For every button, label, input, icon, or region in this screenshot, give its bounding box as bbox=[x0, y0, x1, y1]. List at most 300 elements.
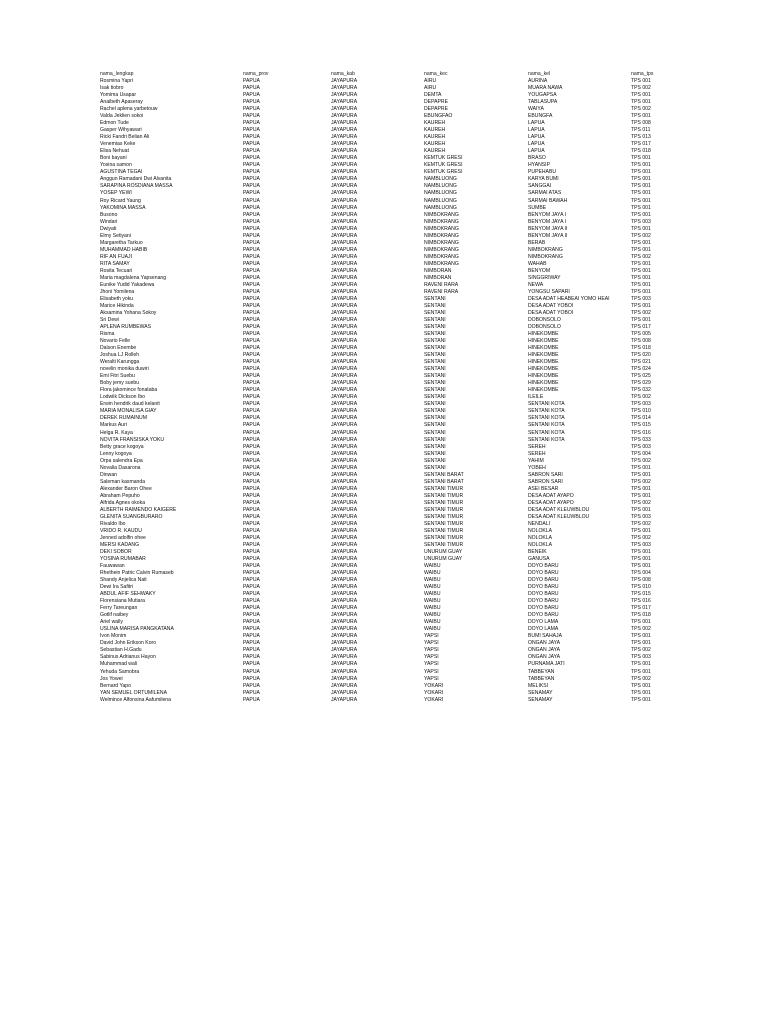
cell-nama-tps: TPS 002 bbox=[631, 520, 651, 527]
cell-nama-kab: JAYAPURA bbox=[331, 450, 358, 457]
cell-nama-kab: JAYAPURA bbox=[331, 605, 358, 612]
cell-nama-kec: WAIBU bbox=[424, 605, 441, 612]
cell-nama-prov: PAPUA bbox=[243, 338, 260, 345]
table-row bbox=[0, 345, 768, 352]
cell-nama-kab: JAYAPURA bbox=[331, 612, 358, 619]
cell-nama-tps: TPS 015 bbox=[631, 591, 651, 598]
cell-nama-kec: EBUNGFAO bbox=[424, 113, 453, 120]
cell-nama-kab: JAYAPURA bbox=[331, 113, 358, 120]
cell-nama-kec: SENTANI bbox=[424, 429, 446, 436]
table-row bbox=[0, 219, 768, 226]
cell-nama-kec: UNURUM GUAY bbox=[424, 549, 463, 555]
cell-nama-lengkap: Yosina samon bbox=[100, 162, 132, 169]
cell-nama-kel: DOYO LAMA bbox=[528, 619, 559, 626]
cell-nama-lengkap: MARIA MONALISA GIAY bbox=[100, 408, 157, 415]
cell-nama-prov: PAPUA bbox=[243, 309, 260, 316]
cell-nama-kab: JAYAPURA bbox=[331, 556, 358, 563]
table-row bbox=[0, 268, 768, 275]
cell-nama-tps: TPS 004 bbox=[631, 450, 651, 457]
cell-nama-kec: SENTANI bbox=[424, 443, 446, 450]
cell-nama-prov: PAPUA bbox=[243, 534, 260, 541]
cell-nama-prov: PAPUA bbox=[243, 485, 260, 492]
cell-nama-kec: WAIBU bbox=[424, 619, 441, 626]
cell-nama-tps: TPS 032 bbox=[631, 387, 651, 394]
cell-nama-prov: PAPUA bbox=[243, 675, 260, 682]
cell-nama-prov: PAPUA bbox=[243, 401, 260, 408]
table-row bbox=[0, 654, 768, 661]
cell-nama-tps: TPS 001 bbox=[631, 668, 651, 675]
cell-nama-kab: JAYAPURA bbox=[331, 155, 358, 162]
cell-nama-kec: SENTANI bbox=[424, 387, 446, 394]
cell-nama-kel: DESA ADAT HEABEAI YOMO HEAI bbox=[528, 295, 610, 302]
cell-nama-kel: BRASO bbox=[528, 155, 546, 162]
cell-nama-kel: HINEKOMBE bbox=[528, 387, 559, 394]
cell-nama-kel: NEWA bbox=[528, 281, 544, 288]
cell-nama-tps: TPS 021 bbox=[631, 359, 651, 366]
cell-nama-lengkap: Eunike Yudid Yakadewa bbox=[100, 281, 155, 288]
cell-nama-kec: SENTANI TIMUR bbox=[424, 541, 464, 548]
cell-nama-tps: TPS 001 bbox=[631, 260, 651, 267]
cell-nama-kab: JAYAPURA bbox=[331, 633, 358, 640]
cell-nama-tps: TPS 001 bbox=[631, 288, 651, 295]
cell-nama-tps: TPS 001 bbox=[631, 267, 651, 274]
table-row bbox=[0, 626, 768, 633]
cell-nama-lengkap: Gotlif naibey bbox=[100, 612, 129, 619]
cell-nama-lengkap: Dinwan bbox=[100, 471, 117, 478]
cell-nama-prov: PAPUA bbox=[243, 520, 260, 527]
cell-nama-kel: KARYA BUMI bbox=[528, 176, 559, 183]
table-row bbox=[0, 577, 768, 584]
cell-nama-lengkap: Abraham Pepuho bbox=[100, 492, 140, 499]
cell-nama-tps: TPS 018 bbox=[631, 345, 651, 352]
cell-nama-lengkap: RITA SAMAY bbox=[100, 260, 130, 267]
cell-nama-lengkap: Ricki Fandri Belian Ali bbox=[100, 134, 150, 141]
cell-nama-prov: PAPUA bbox=[243, 106, 260, 113]
cell-nama-tps: TPS 020 bbox=[631, 352, 651, 359]
cell-nama-kab: JAYAPURA bbox=[331, 148, 358, 155]
table-row bbox=[0, 542, 768, 549]
table-row bbox=[0, 401, 768, 408]
table-row bbox=[0, 296, 768, 303]
table-row bbox=[0, 619, 768, 626]
table-row bbox=[0, 422, 768, 429]
cell-nama-prov: PAPUA bbox=[243, 661, 260, 668]
cell-nama-tps: TPS 001 bbox=[631, 162, 651, 169]
cell-nama-prov: PAPUA bbox=[243, 584, 260, 591]
cell-nama-kab: JAYAPURA bbox=[331, 647, 358, 654]
cell-nama-kel: HINEKOMBE bbox=[528, 338, 559, 345]
cell-nama-kel: BENYOM JAYA II bbox=[528, 225, 568, 232]
cell-nama-kab: JAYAPURA bbox=[331, 190, 358, 197]
cell-nama-tps: TPS 015 bbox=[631, 422, 651, 429]
cell-nama-tps: TPS 002 bbox=[631, 675, 651, 682]
cell-nama-kab: JAYAPURA bbox=[331, 183, 358, 190]
cell-nama-lengkap: Yomima Usapar bbox=[100, 92, 137, 99]
cell-nama-prov: PAPUA bbox=[243, 359, 260, 366]
cell-nama-kel: BERAB bbox=[528, 239, 546, 246]
cell-nama-kec: NAMBLUONG bbox=[424, 183, 457, 190]
cell-nama-tps: TPS 001 bbox=[631, 492, 651, 499]
table-row bbox=[0, 458, 768, 465]
cell-nama-prov: PAPUA bbox=[243, 689, 260, 696]
cell-nama-tps: TPS 002 bbox=[631, 457, 651, 464]
cell-nama-kec: SENTANI bbox=[424, 366, 446, 373]
table-row bbox=[0, 106, 768, 113]
cell-nama-kab: JAYAPURA bbox=[331, 408, 358, 415]
cell-nama-kec: KAUREH bbox=[424, 141, 446, 148]
table-row bbox=[0, 528, 768, 535]
cell-nama-kab: JAYAPURA bbox=[331, 106, 358, 113]
cell-nama-lengkap: Elmy Setiyani bbox=[100, 232, 131, 239]
cell-nama-kec: NIMBORAN bbox=[424, 274, 452, 281]
cell-nama-tps: TPS 003 bbox=[631, 218, 651, 225]
cell-nama-kab: JAYAPURA bbox=[331, 78, 358, 84]
cell-nama-kel: SANGGAI bbox=[528, 183, 552, 190]
table-row bbox=[0, 373, 768, 380]
cell-nama-kec: NAMBLUONG bbox=[424, 204, 457, 211]
cell-nama-lengkap: Aksamina Yohana Sokoy bbox=[100, 309, 157, 316]
table-row bbox=[0, 303, 768, 310]
table-row bbox=[0, 465, 768, 472]
cell-nama-kab: JAYAPURA bbox=[331, 302, 358, 309]
cell-nama-kel: DOYO BARU bbox=[528, 570, 559, 577]
cell-nama-tps: TPS 017 bbox=[631, 324, 651, 331]
table-row bbox=[0, 408, 768, 415]
column-header-nama-prov: nama_prov bbox=[243, 71, 269, 77]
cell-nama-lengkap: Saleman kasmanda bbox=[100, 478, 146, 485]
cell-nama-kel: LAPUA bbox=[528, 127, 545, 134]
cell-nama-prov: PAPUA bbox=[243, 450, 260, 457]
cell-nama-kab: JAYAPURA bbox=[331, 499, 358, 506]
cell-nama-lengkap: Dewi Ira Safitri bbox=[100, 584, 134, 591]
cell-nama-kab: JAYAPURA bbox=[331, 127, 358, 134]
cell-nama-tps: TPS 002 bbox=[631, 106, 651, 113]
cell-nama-tps: TPS 008 bbox=[631, 577, 651, 584]
cell-nama-prov: PAPUA bbox=[243, 429, 260, 436]
cell-nama-prov: PAPUA bbox=[243, 148, 260, 155]
cell-nama-tps: TPS 001 bbox=[631, 549, 651, 555]
cell-nama-kec: SENTANI bbox=[424, 352, 446, 359]
cell-nama-lengkap: Shandy Anjelica Nait bbox=[100, 577, 147, 584]
cell-nama-kec: DEMTA bbox=[424, 92, 442, 99]
cell-nama-lengkap: YAN SEMUEL ORTUMILENA bbox=[100, 689, 167, 696]
table-row bbox=[0, 247, 768, 254]
cell-nama-kab: JAYAPURA bbox=[331, 541, 358, 548]
cell-nama-tps: TPS 017 bbox=[631, 605, 651, 612]
cell-nama-prov: PAPUA bbox=[243, 682, 260, 689]
cell-nama-kab: JAYAPURA bbox=[331, 394, 358, 401]
cell-nama-prov: PAPUA bbox=[243, 331, 260, 338]
cell-nama-prov: PAPUA bbox=[243, 218, 260, 225]
cell-nama-prov: PAPUA bbox=[243, 190, 260, 197]
cell-nama-prov: PAPUA bbox=[243, 78, 260, 84]
cell-nama-kec: SENTANI TIMUR bbox=[424, 527, 464, 534]
cell-nama-kab: JAYAPURA bbox=[331, 549, 358, 555]
cell-nama-kel: ASEI BESAR bbox=[528, 485, 559, 492]
cell-nama-kab: JAYAPURA bbox=[331, 626, 358, 633]
cell-nama-tps: TPS 002 bbox=[631, 478, 651, 485]
cell-nama-lengkap: Margaretha Tarkuo bbox=[100, 239, 143, 246]
cell-nama-kab: JAYAPURA bbox=[331, 85, 358, 92]
cell-nama-kel: NOLOKLA bbox=[528, 527, 553, 534]
cell-nama-kel: SEREH bbox=[528, 443, 546, 450]
cell-nama-tps: TPS 025 bbox=[631, 373, 651, 380]
cell-nama-tps: TPS 001 bbox=[631, 225, 651, 232]
table-row bbox=[0, 584, 768, 591]
cell-nama-kec: YOKARI bbox=[424, 689, 444, 696]
table-row bbox=[0, 640, 768, 647]
header-row bbox=[0, 71, 768, 78]
cell-nama-kec: SENTANI bbox=[424, 295, 446, 302]
cell-nama-prov: PAPUA bbox=[243, 443, 260, 450]
cell-nama-kel: SENTANI KOTA bbox=[528, 401, 565, 408]
cell-nama-lengkap: SARAPINA ROSDIANA MASSA bbox=[100, 183, 173, 190]
cell-nama-kel: NIMBOKRANG bbox=[528, 253, 563, 260]
table-row bbox=[0, 162, 768, 169]
table-row bbox=[0, 275, 768, 282]
cell-nama-kab: JAYAPURA bbox=[331, 457, 358, 464]
cell-nama-tps: TPS 001 bbox=[631, 246, 651, 253]
cell-nama-kel: AURINA bbox=[528, 78, 548, 84]
cell-nama-tps: TPS 004 bbox=[631, 570, 651, 577]
table-row bbox=[0, 310, 768, 317]
cell-nama-prov: PAPUA bbox=[243, 302, 260, 309]
cell-nama-kec: YAPSI bbox=[424, 647, 439, 654]
cell-nama-tps: TPS 003 bbox=[631, 401, 651, 408]
cell-nama-kel: DOYO BARU bbox=[528, 584, 559, 591]
cell-nama-kab: JAYAPURA bbox=[331, 309, 358, 316]
cell-nama-kel: DOYO BARU bbox=[528, 591, 559, 598]
cell-nama-kab: JAYAPURA bbox=[331, 534, 358, 541]
cell-nama-tps: TPS 018 bbox=[631, 612, 651, 619]
cell-nama-prov: PAPUA bbox=[243, 253, 260, 260]
cell-nama-kel: SINGGRIWAY bbox=[528, 274, 561, 281]
cell-nama-lengkap: Elisabeth yoku bbox=[100, 295, 134, 302]
cell-nama-lengkap: Dwiyati bbox=[100, 225, 117, 232]
cell-nama-prov: PAPUA bbox=[243, 633, 260, 640]
table-row bbox=[0, 226, 768, 233]
cell-nama-kel: BENYOM JAYA I bbox=[528, 218, 567, 225]
cell-nama-prov: PAPUA bbox=[243, 499, 260, 506]
cell-nama-kel: ONGAN JAYA bbox=[528, 647, 561, 654]
cell-nama-tps: TPS 001 bbox=[631, 281, 651, 288]
cell-nama-lengkap: Anaibeth Apaseray bbox=[100, 99, 143, 106]
cell-nama-kab: JAYAPURA bbox=[331, 527, 358, 534]
cell-nama-prov: PAPUA bbox=[243, 612, 260, 619]
cell-nama-lengkap: ALBERTH RAIMENDO KAIGERE bbox=[100, 506, 177, 513]
cell-nama-kel: SENAMAY bbox=[528, 689, 553, 696]
cell-nama-lengkap: Jos Yowei bbox=[100, 675, 123, 682]
cell-nama-kel: BUMI SAHAJA bbox=[528, 633, 562, 640]
cell-nama-prov: PAPUA bbox=[243, 619, 260, 626]
cell-nama-kec: NIMBOKRANG bbox=[424, 260, 459, 267]
cell-nama-kab: JAYAPURA bbox=[331, 689, 358, 696]
table-row bbox=[0, 387, 768, 394]
cell-nama-kel: DOYO BARU bbox=[528, 563, 559, 570]
cell-nama-kec: NAMBLUONG bbox=[424, 176, 457, 183]
cell-nama-tps: TPS 001 bbox=[631, 563, 651, 570]
cell-nama-kab: JAYAPURA bbox=[331, 134, 358, 141]
cell-nama-prov: PAPUA bbox=[243, 134, 260, 141]
table-row bbox=[0, 647, 768, 654]
cell-nama-prov: PAPUA bbox=[243, 527, 260, 534]
cell-nama-kab: JAYAPURA bbox=[331, 570, 358, 577]
cell-nama-tps: TPS 001 bbox=[631, 640, 651, 647]
cell-nama-kec: NIMBOKRANG bbox=[424, 239, 459, 246]
cell-nama-kab: JAYAPURA bbox=[331, 253, 358, 260]
cell-nama-kec: YAPSI bbox=[424, 640, 439, 647]
cell-nama-kab: JAYAPURA bbox=[331, 352, 358, 359]
cell-nama-prov: PAPUA bbox=[243, 457, 260, 464]
cell-nama-lengkap: Venemias Keke bbox=[100, 141, 136, 148]
cell-nama-tps: TPS 001 bbox=[631, 113, 651, 120]
cell-nama-kel: BENYOM JAYA I bbox=[528, 211, 567, 218]
table-row bbox=[0, 633, 768, 640]
cell-nama-tps: TPS 001 bbox=[631, 197, 651, 204]
table-row bbox=[0, 605, 768, 612]
cell-nama-prov: PAPUA bbox=[243, 345, 260, 352]
table-row bbox=[0, 240, 768, 247]
table-row bbox=[0, 472, 768, 479]
cell-nama-kel: NIMBOKRANG bbox=[528, 246, 563, 253]
table-row bbox=[0, 549, 768, 556]
cell-nama-kel: ILEILE bbox=[528, 394, 544, 401]
cell-nama-tps: TPS 002 bbox=[631, 85, 651, 92]
cell-nama-tps: TPS 001 bbox=[631, 471, 651, 478]
cell-nama-kab: JAYAPURA bbox=[331, 359, 358, 366]
cell-nama-kel: WAHAB bbox=[528, 260, 547, 267]
column-header-nama-kec: nama_kec bbox=[424, 71, 448, 77]
cell-nama-lengkap: Novario Felle bbox=[100, 338, 131, 345]
cell-nama-tps: TPS 005 bbox=[631, 331, 651, 338]
cell-nama-kab: JAYAPURA bbox=[331, 520, 358, 527]
table-row bbox=[0, 155, 768, 162]
table-row bbox=[0, 591, 768, 598]
cell-nama-kel: NENDALI bbox=[528, 520, 551, 527]
cell-nama-kec: NIMBOKRANG bbox=[424, 225, 459, 232]
cell-nama-kec: WAIBU bbox=[424, 591, 441, 598]
cell-nama-kec: SENTANI bbox=[424, 464, 446, 471]
cell-nama-kel: ONGAN JAYA bbox=[528, 640, 561, 647]
cell-nama-prov: PAPUA bbox=[243, 541, 260, 548]
cell-nama-kel: ONGAN JAYA bbox=[528, 654, 561, 661]
cell-nama-prov: PAPUA bbox=[243, 274, 260, 281]
cell-nama-kab: JAYAPURA bbox=[331, 591, 358, 598]
table-row bbox=[0, 479, 768, 486]
table-row bbox=[0, 563, 768, 570]
cell-nama-kab: JAYAPURA bbox=[331, 120, 358, 127]
cell-nama-kab: JAYAPURA bbox=[331, 577, 358, 584]
cell-nama-kec: WAIBU bbox=[424, 570, 441, 577]
cell-nama-tps: TPS 002 bbox=[631, 647, 651, 654]
cell-nama-tps: TPS 001 bbox=[631, 211, 651, 218]
table-row bbox=[0, 289, 768, 296]
table-row bbox=[0, 183, 768, 190]
cell-nama-tps: TPS 011 bbox=[631, 127, 651, 134]
cell-nama-lengkap: Lodwiik Dickson Ibo bbox=[100, 394, 146, 401]
cell-nama-kab: JAYAPURA bbox=[331, 373, 358, 380]
cell-nama-lengkap: RIF AN FUAJI bbox=[100, 253, 132, 260]
cell-nama-prov: PAPUA bbox=[243, 141, 260, 148]
cell-nama-kec: SENTANI bbox=[424, 324, 446, 331]
cell-nama-kec: SENTANI bbox=[424, 401, 446, 408]
cell-nama-prov: PAPUA bbox=[243, 380, 260, 387]
cell-nama-tps: TPS 001 bbox=[631, 99, 651, 106]
cell-nama-kab: JAYAPURA bbox=[331, 260, 358, 267]
cell-nama-kel: SABRON SARI bbox=[528, 471, 563, 478]
cell-nama-lengkap: Rosmina Yapri bbox=[100, 78, 133, 84]
cell-nama-lengkap: Roy Ricard Yaung bbox=[100, 197, 141, 204]
cell-nama-kec: SENTANI TIMUR bbox=[424, 513, 464, 520]
cell-nama-kec: WAIBU bbox=[424, 626, 441, 633]
cell-nama-kab: JAYAPURA bbox=[331, 345, 358, 352]
table-row bbox=[0, 120, 768, 127]
cell-nama-kab: JAYAPURA bbox=[331, 232, 358, 239]
cell-nama-prov: PAPUA bbox=[243, 626, 260, 633]
cell-nama-tps: TPS 002 bbox=[631, 394, 651, 401]
cell-nama-kec: NIMBORAN bbox=[424, 267, 452, 274]
cell-nama-kec: SENTANI bbox=[424, 457, 446, 464]
cell-nama-kab: JAYAPURA bbox=[331, 485, 358, 492]
cell-nama-kab: JAYAPURA bbox=[331, 584, 358, 591]
cell-nama-tps: TPS 001 bbox=[631, 485, 651, 492]
cell-nama-lengkap: YOSINA RUMABAR bbox=[100, 556, 146, 563]
cell-nama-kec: SENTANI bbox=[424, 450, 446, 457]
cell-nama-kab: JAYAPURA bbox=[331, 338, 358, 345]
cell-nama-kab: JAYAPURA bbox=[331, 422, 358, 429]
cell-nama-kel: DOYO BARU bbox=[528, 598, 559, 605]
cell-nama-kel: DOYO BARU bbox=[528, 605, 559, 612]
cell-nama-lengkap: Bernard Yapo bbox=[100, 682, 131, 689]
cell-nama-kec: SENTANI bbox=[424, 436, 446, 443]
cell-nama-prov: PAPUA bbox=[243, 506, 260, 513]
cell-nama-kel: SENAMAY bbox=[528, 696, 553, 703]
cell-nama-kel: LAPUA bbox=[528, 148, 545, 155]
cell-nama-tps: TPS 003 bbox=[631, 541, 651, 548]
cell-nama-tps: TPS 001 bbox=[631, 619, 651, 626]
table-row bbox=[0, 570, 768, 577]
cell-nama-lengkap: Orpa salendra Epa bbox=[100, 457, 143, 464]
cell-nama-kab: JAYAPURA bbox=[331, 492, 358, 499]
cell-nama-lengkap: Muhammad wali bbox=[100, 661, 138, 668]
cell-nama-tps: TPS 010 bbox=[631, 408, 651, 415]
cell-nama-prov: PAPUA bbox=[243, 239, 260, 246]
cell-nama-kab: JAYAPURA bbox=[331, 324, 358, 331]
cell-nama-kel: HINEKOMBE bbox=[528, 366, 559, 373]
cell-nama-prov: PAPUA bbox=[243, 246, 260, 253]
cell-nama-kel: EBUNGFA bbox=[528, 113, 553, 120]
cell-nama-kel: HINEKOMBE bbox=[528, 352, 559, 359]
cell-nama-prov: PAPUA bbox=[243, 513, 260, 520]
cell-nama-kab: JAYAPURA bbox=[331, 675, 358, 682]
cell-nama-lengkap: Alfrida Agnes okoka bbox=[100, 499, 146, 506]
cell-nama-tps: TPS 010 bbox=[631, 584, 651, 591]
cell-nama-kel: LAPUA bbox=[528, 120, 545, 127]
cell-nama-lengkap: Ariel wally bbox=[100, 619, 123, 626]
cell-nama-lengkap: Rosita Tecuari bbox=[100, 267, 133, 274]
cell-nama-kel: DOYO LAMA bbox=[528, 626, 559, 633]
table-row bbox=[0, 141, 768, 148]
cell-nama-kec: KAUREH bbox=[424, 134, 446, 141]
cell-nama-tps: TPS 001 bbox=[631, 190, 651, 197]
cell-nama-kec: WAIBU bbox=[424, 584, 441, 591]
cell-nama-lengkap: APLENA RUMBEWAS bbox=[100, 324, 152, 331]
cell-nama-kec: SENTANI TIMUR bbox=[424, 506, 464, 513]
cell-nama-lengkap: Yehuda Samobra bbox=[100, 668, 140, 675]
cell-nama-kab: JAYAPURA bbox=[331, 619, 358, 626]
cell-nama-kel: WAIYA bbox=[528, 106, 544, 113]
cell-nama-prov: PAPUA bbox=[243, 549, 260, 555]
